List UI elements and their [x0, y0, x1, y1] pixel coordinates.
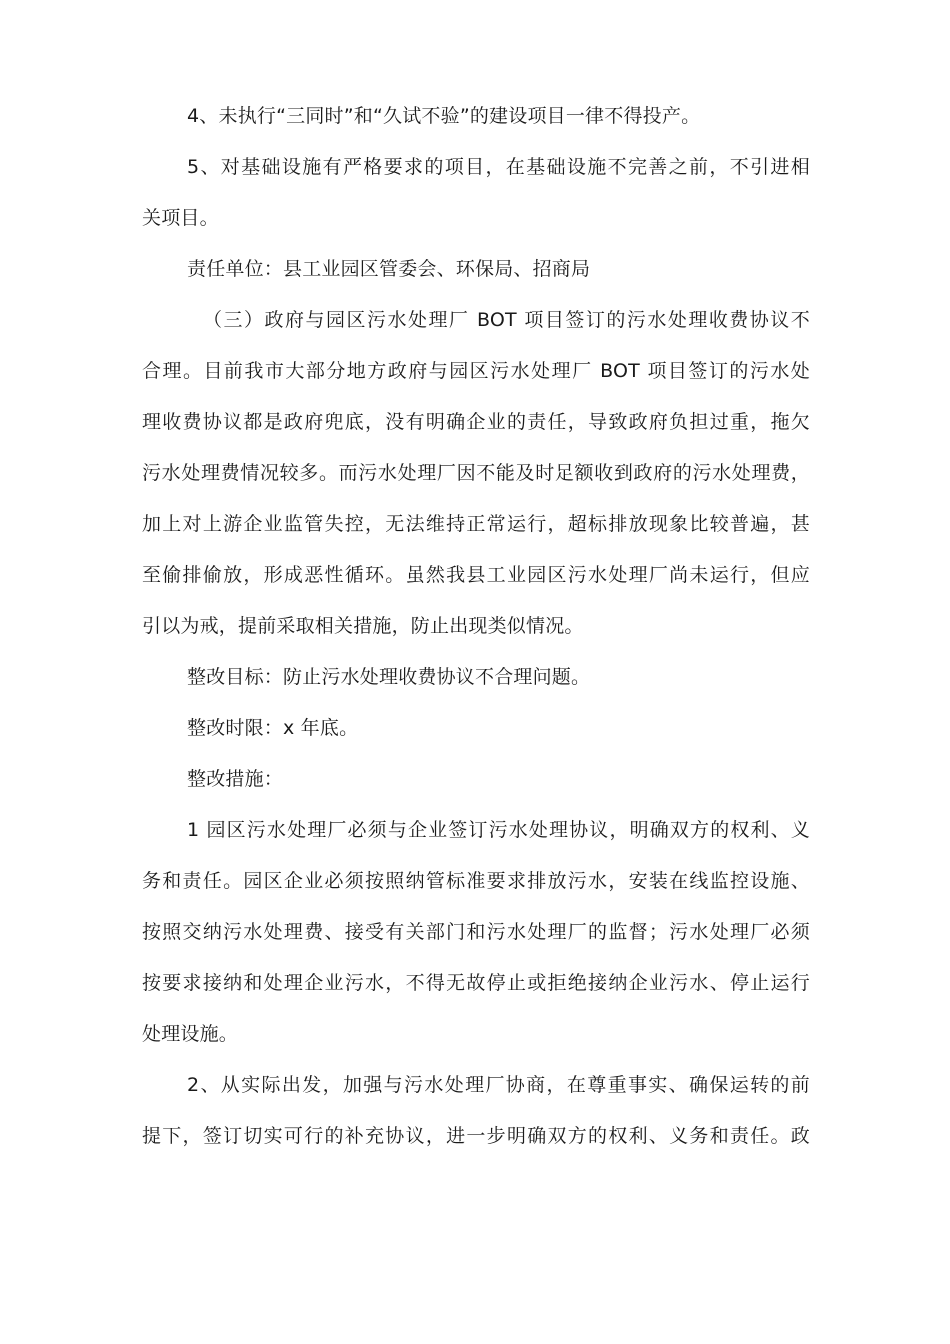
responsible-units: 责任单位：县工业园区管委会、环保局、招商局 [187, 258, 591, 280]
measure-1-line-2: 务和责任。园区企业必须按照纳管标准要求排放污水，安装在线监控设施、 [142, 870, 810, 892]
paragraph-item-4: 4、未执行“三同时”和“久试不验”的建设项目一律不得投产。 [187, 105, 701, 127]
measure-1-line-1: 1 园区污水处理厂必须与企业签订污水处理协议，明确双方的权利、义 [187, 819, 810, 841]
rectification-deadline: 整改时限：x 年底。 [187, 717, 359, 739]
section-three-heading: （三）政府与园区污水处理厂 BOT 项目签订的污水处理收费协议不 [203, 309, 810, 331]
section-three-text-line-6: 引以为戒，提前采取相关措施，防止出现类似情况。 [142, 615, 584, 637]
section-three-text-line-3: 污水处理费情况较多。而污水处理厂因不能及时足额收到政府的污水处理费， [142, 462, 810, 484]
paragraph-item-5-line-2: 关项目。 [142, 207, 219, 229]
measure-1-line-3: 按照交纳污水处理费、接受有关部门和污水处理厂的监督；污水处理厂必须 [142, 921, 810, 943]
measure-2-line-2: 提下，签订切实可行的补充协议，进一步明确双方的权利、义务和责任。政 [142, 1125, 810, 1147]
section-three-text-line-4: 加上对上游企业监管失控，无法维持正常运行，超标排放现象比较普遍，甚 [142, 513, 810, 535]
measure-1-line-4: 按要求接纳和处理企业污水，不得无故停止或拒绝接纳企业污水、停止运行 [142, 972, 810, 994]
rectification-measures-label: 整改措施： [187, 768, 284, 790]
paragraph-item-5-line-1: 5、对基础设施有严格要求的项目，在基础设施不完善之前，不引进相 [187, 156, 810, 178]
measure-1-line-5: 处理设施。 [142, 1023, 239, 1045]
measure-2-line-1: 2、从实际出发，加强与污水处理厂协商，在尊重事实、确保运转的前 [187, 1074, 810, 1096]
rectification-goal: 整改目标：防止污水处理收费协议不合理问题。 [187, 666, 591, 688]
document-body [142, 105, 810, 1162]
section-three-text-line-5: 至偷排偷放，形成恶性循环。虽然我县工业园区污水处理厂尚未运行，但应 [142, 564, 810, 586]
section-three-text-line-1: 合理。目前我市大部分地方政府与园区污水处理厂 BOT 项目签订的污水处 [142, 360, 810, 382]
section-three-text-line-2: 理收费协议都是政府兜底，没有明确企业的责任，导致政府负担过重，拖欠 [142, 411, 810, 433]
